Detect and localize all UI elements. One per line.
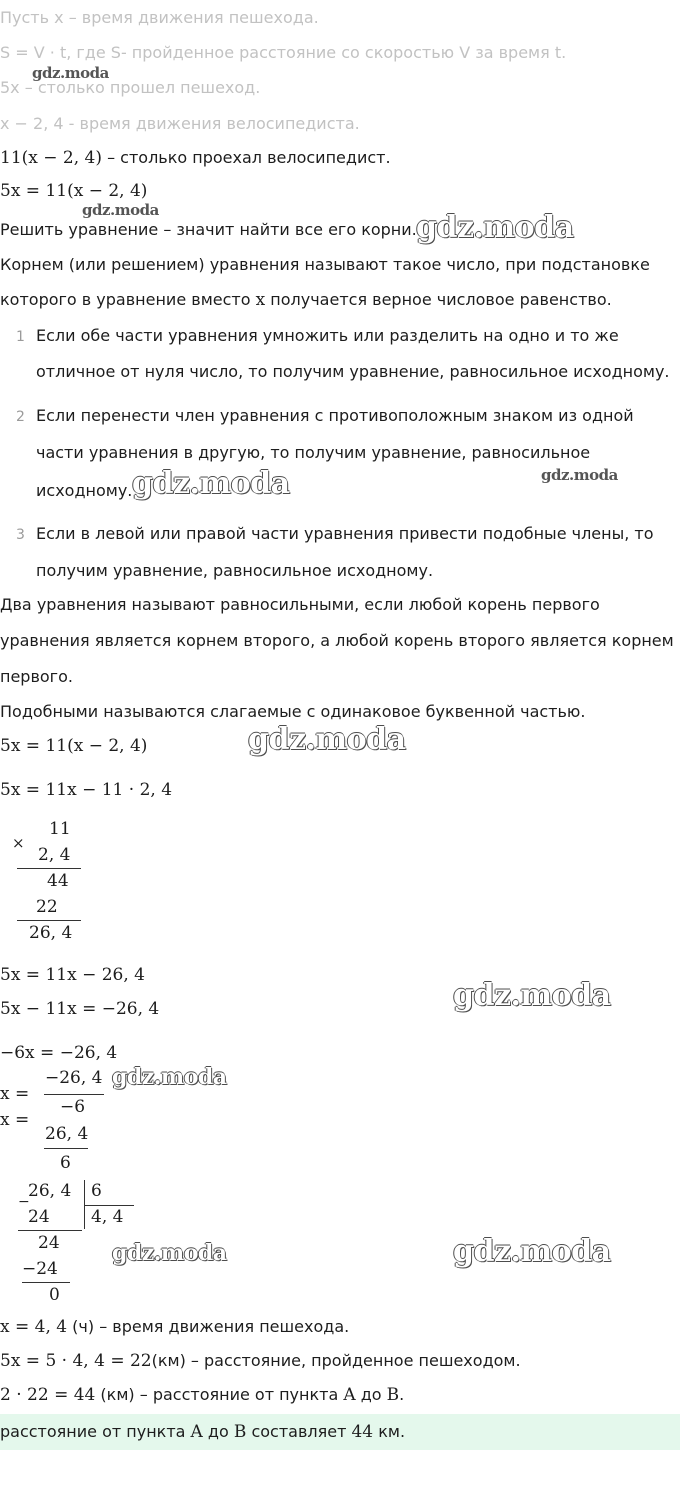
- list-item-3-line-2: получим уравнение, равносильное исходному.: [36, 561, 434, 580]
- result-distance-pedestrian: [0, 1351, 521, 1371]
- like-terms-definition: Подобными называются слагаемые с одинаковое буквенной частью.: [0, 702, 586, 721]
- definition-line-2: уравнения является корнем второго, а любой корень второго является корнем: [0, 631, 674, 650]
- division-subtract-1: 24: [28, 1207, 50, 1227]
- division-dividend: 26, 4: [28, 1181, 72, 1201]
- result-distance-unit: (км): [151, 1351, 186, 1370]
- fraction-2-bar: [44, 1148, 88, 1149]
- watermark-logo-6: gdz.moda: [248, 722, 406, 757]
- division-subtract-2: −24: [22, 1259, 58, 1279]
- result-distance-ab: [0, 1385, 404, 1405]
- result-ab-period: .: [399, 1385, 405, 1404]
- division-quotient: 4, 4: [91, 1207, 124, 1227]
- watermark-logo-2: gdz.moda: [82, 201, 159, 219]
- answer-point-a: A: [190, 1422, 203, 1442]
- result-distance-math: 5x = 5 · 4, 4 = 22: [0, 1351, 152, 1371]
- watermark-logo-7: gdz.moda: [453, 978, 611, 1013]
- division-remainder-1: 24: [38, 1233, 60, 1253]
- equation-setup: 5x = 11(x − 2, 4): [0, 181, 148, 201]
- fraction-1-bar: [44, 1094, 104, 1095]
- multiplication-result: 26, 4: [29, 923, 73, 943]
- multiplier: 2, 4: [38, 845, 71, 865]
- result-distance-text: – расстояние, пройденное пешеходом.: [185, 1351, 521, 1370]
- line-9-text-a: которого в уравнение вместо: [0, 290, 256, 309]
- line-8: Корнем (или решением) уравнения называют такое число, при подстановке: [0, 255, 650, 274]
- answer-point-b: B: [233, 1422, 247, 1442]
- result-time: [0, 1317, 349, 1337]
- line-9: [0, 290, 612, 310]
- answer-text-1: расстояние от пункта: [0, 1422, 191, 1441]
- division-minus-sign: −: [18, 1194, 30, 1210]
- line-1: Пусть x – время движения пешехода.: [0, 8, 319, 27]
- point-b: B: [386, 1385, 400, 1405]
- fraction-1-lhs: x =: [0, 1084, 30, 1104]
- watermark-logo-8: gdz.moda: [112, 1064, 227, 1090]
- watermark-logo-10: gdz.moda: [453, 1234, 611, 1269]
- list-item-1-line-1: Если обе части уравнения умножить или разделить на одно и то же: [36, 326, 619, 345]
- equation-2: 5x = 11x − 11 · 2, 4: [0, 780, 173, 800]
- list-item-2-line-3: исходному.: [36, 481, 133, 500]
- fraction-1-numerator: −26, 4: [45, 1068, 103, 1088]
- watermark-logo-4: gdz.moda: [132, 466, 290, 501]
- answer-text-4: км.: [373, 1422, 406, 1441]
- line-3: 5x – столько прошел пешеход.: [0, 78, 261, 97]
- cyclist-distance-math: 11(x − 2, 4): [0, 148, 102, 168]
- line-9-text-b: получается верное числовое равенство.: [265, 290, 612, 309]
- watermark-logo-3: gdz.moda: [416, 210, 574, 245]
- result-ab-text-1: (км) – расстояние от пункта: [95, 1385, 344, 1404]
- multiplicand: 11: [49, 819, 71, 839]
- fraction-2-lhs: x =: [0, 1110, 30, 1130]
- fraction-2-numerator: 26, 4: [45, 1124, 89, 1144]
- definition-line-3: первого.: [0, 667, 73, 686]
- division-line-2: [22, 1282, 70, 1283]
- division-line-1: [18, 1230, 82, 1231]
- equation-5: −6x = −26, 4: [0, 1043, 118, 1063]
- multiplication-sign: ×: [12, 834, 25, 852]
- result-ab-math: 2 · 22 = 44: [0, 1385, 96, 1405]
- partial-product-2: 22: [36, 897, 58, 917]
- watermark-logo-9: gdz.moda: [112, 1240, 227, 1266]
- fraction-2-denominator: 6: [60, 1153, 71, 1173]
- line-5: [0, 148, 391, 168]
- list-number-2: 2: [16, 409, 25, 425]
- division-remainder-2: 0: [49, 1285, 60, 1305]
- fraction-1-denominator: −6: [60, 1097, 86, 1117]
- list-item-2-line-2: части уравнения в другую, то получим уравнение, равносильное: [36, 443, 591, 462]
- result-ab-text-2: до: [355, 1385, 387, 1404]
- variable-x: x: [255, 290, 266, 310]
- answer-value: 44: [351, 1422, 374, 1442]
- result-time-text: (ч) – время движения пешехода.: [67, 1317, 350, 1336]
- line-7: Решить уравнение – значит найти все его корни.: [0, 220, 417, 239]
- list-item-1-line-2: отличное от нуля число, то получим уравнение, равносильное исходному.: [36, 362, 670, 381]
- multiplication-line-2: [17, 920, 81, 921]
- list-number-1: 1: [16, 329, 25, 345]
- answer-text-3: составляет: [246, 1422, 352, 1441]
- point-a: A: [343, 1385, 356, 1405]
- cyclist-distance-text: – столько проехал велосипедист.: [101, 148, 391, 167]
- equation-4: 5x − 11x = −26, 4: [0, 999, 160, 1019]
- definition-line-1: Два уравнения называют равносильными, если любой корень первого: [0, 595, 600, 614]
- list-number-3: 3: [16, 527, 25, 543]
- line-4: x − 2, 4 - время движения велосипедиста.: [0, 114, 360, 133]
- partial-product-1: 44: [47, 871, 69, 891]
- equation-1: 5x = 11(x − 2, 4): [0, 736, 148, 756]
- watermark-logo-5: gdz.moda: [541, 466, 618, 484]
- watermark-logo-1: gdz.moda: [32, 64, 109, 82]
- answer-text-2: до: [202, 1422, 234, 1441]
- list-item-3-line-1: Если в левой или правой части уравнения привести подобные члены, то: [36, 524, 654, 543]
- line-2: S = V · t, где S- пройденное расстояние со скоростью V за время t.: [0, 43, 567, 62]
- multiplication-line-1: [17, 868, 81, 869]
- equation-3: 5x = 11x − 26, 4: [0, 965, 145, 985]
- list-item-2-line-1: Если перенести член уравнения с противоположным знаком из одной: [36, 406, 634, 425]
- division-divisor: 6: [91, 1181, 102, 1201]
- result-time-math: x = 4, 4: [0, 1317, 68, 1337]
- answer-text: [0, 1422, 405, 1442]
- division-divisor-line: [84, 1205, 134, 1206]
